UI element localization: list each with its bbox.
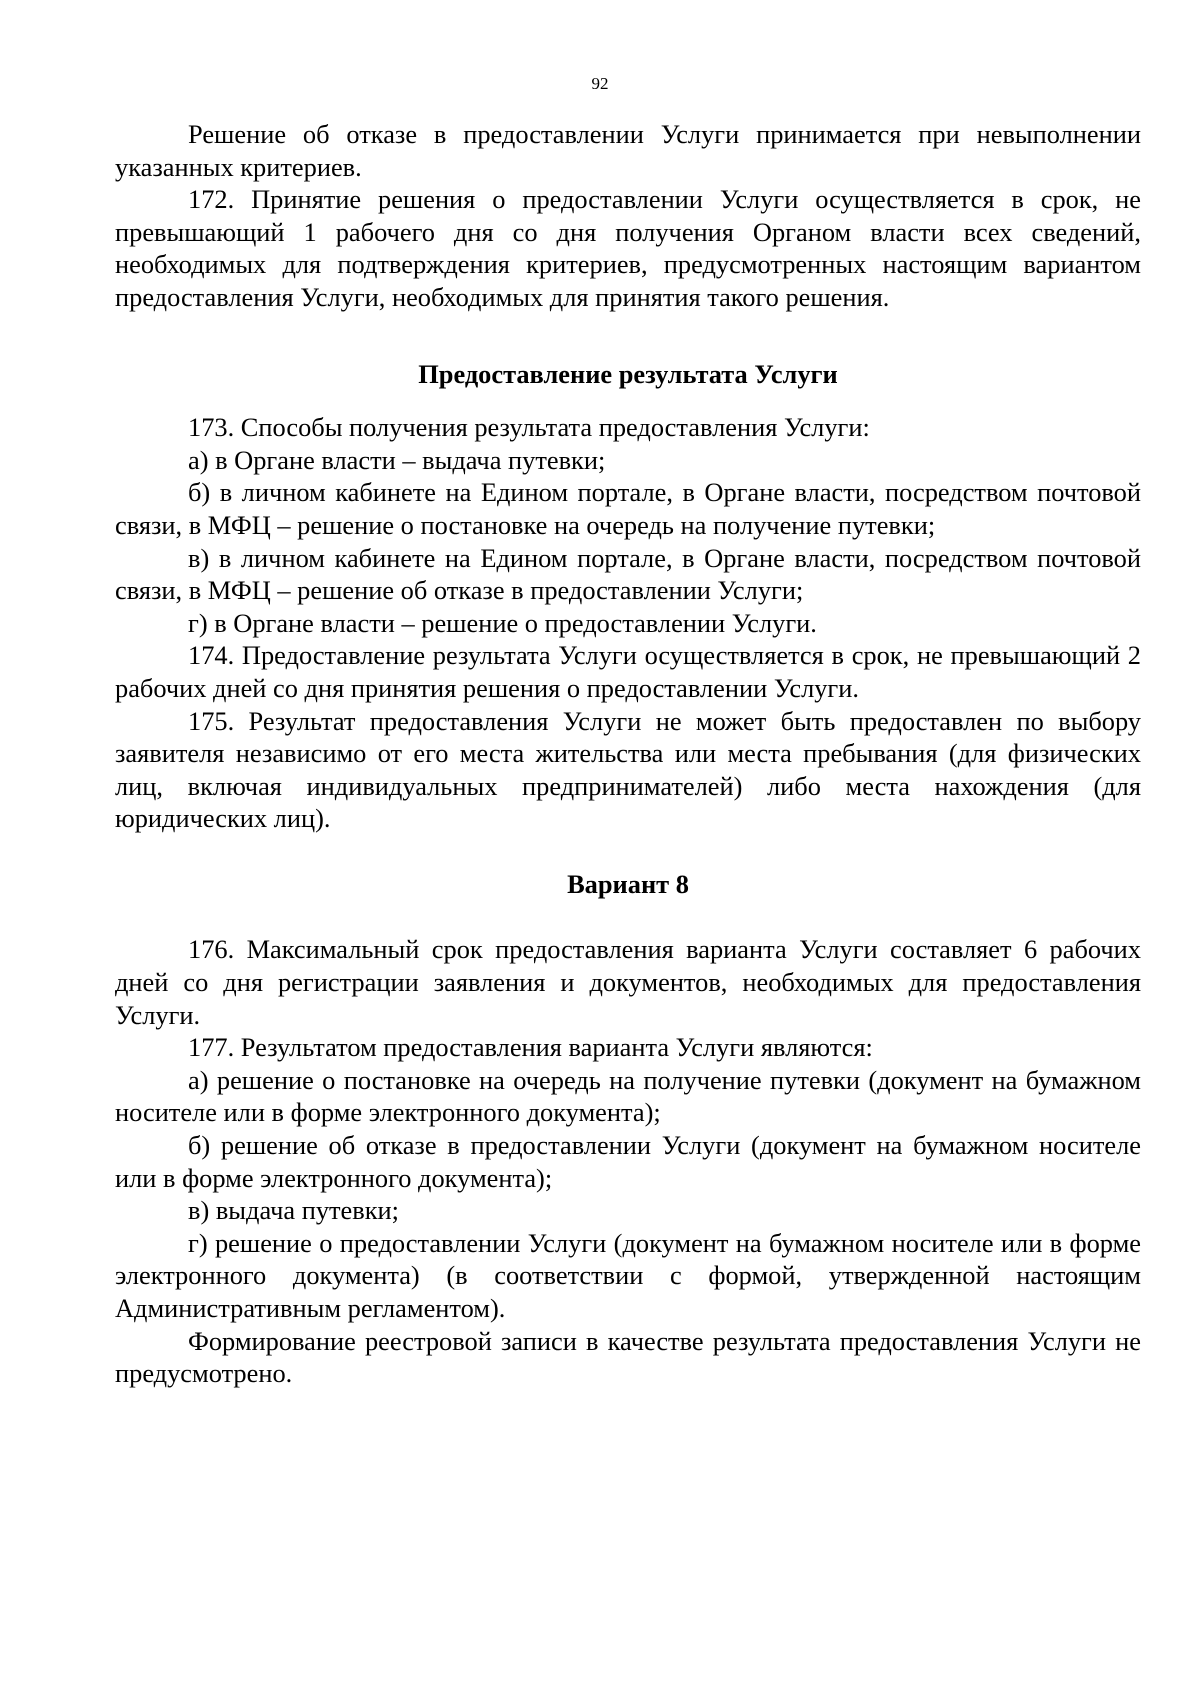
list-item-173-g: г) в Органе власти – решение о предоставлении Услуги.	[188, 607, 817, 638]
list-item-173-v: в) в личном кабинете на Едином портале, в Органе власти, посредством почтовой связи, в МФЦ – решение об отказе в предоставлении Услуги;	[115, 542, 1141, 606]
paragraph-173: 173. Способы получения результата предоставления Услуги:	[188, 412, 870, 443]
paragraph-172: 172. Принятие решения о предоставлении Услуги осуществляется в срок, не превышающий 1 рабочего дня со дня получения Органом власти всех сведений, необходимых для подтверждения критериев, предусмотренных настоящим вариантом предоставления Услуги, необходимых для принятия такого решения.	[115, 184, 1141, 312]
document-body	[115, 118, 1141, 1390]
list-item-177-a: а) решение о постановке на очередь на получение путевки (документ на бумажном носителе или в форме электронного документа);	[115, 1064, 1141, 1128]
list-item-177-b: б) решение об отказе в предоставлении Услуги (документ на бумажном носителе или в форме электронного документа);	[115, 1130, 1141, 1193]
paragraph-registry-record: Формирование реестровой записи в качестве результата предоставления Услуги не предусмотрено.	[115, 1325, 1141, 1389]
list-item-177-g: г) решение о предоставлении Услуги (документ на бумажном носителе или в форме электронного документа) (в соответствии с формой, утвержденной настоящим Административным регламентом).	[115, 1227, 1141, 1323]
section-heading-variant-8: Вариант 8	[567, 868, 689, 899]
page-number: 92	[591, 74, 609, 93]
list-item-177-v: в) выдача путевки;	[188, 1195, 400, 1226]
paragraph-refusal-criteria: Решение об отказе в предоставлении Услуги принимается при невыполнении указанных критериев.	[115, 119, 1141, 182]
section-heading-result: Предоставление результата Услуги	[418, 358, 838, 389]
list-item-173-b: б) в личном кабинете на Едином портале, в Органе власти, посредством почтовой связи, в МФЦ – решение о постановке на очередь на получение путевки;	[115, 477, 1141, 540]
list-item-173-a: а) в Органе власти – выдача путевки;	[188, 444, 606, 475]
paragraph-176: 176. Максимальный срок предоставления варианта Услуги составляет 6 рабочих дней со дня регистрации заявления и документов, необходимых для предоставления Услуги.	[115, 934, 1141, 1030]
paragraph-175: 175. Результат предоставления Услуги не может быть предоставлен по выбору заявителя независимо от его места жительства или места пребывания (для физических лиц, включая индивидуальных предпринимателей) либо места нахождения (для юридических лиц).	[115, 705, 1141, 834]
paragraph-174: 174. Предоставление результата Услуги осуществляется в срок, не превышающий 2 рабочих дней со дня принятия решения о предоставлении Услуги.	[115, 640, 1141, 703]
paragraph-177: 177. Результатом предоставления варианта Услуги являются:	[188, 1032, 873, 1063]
